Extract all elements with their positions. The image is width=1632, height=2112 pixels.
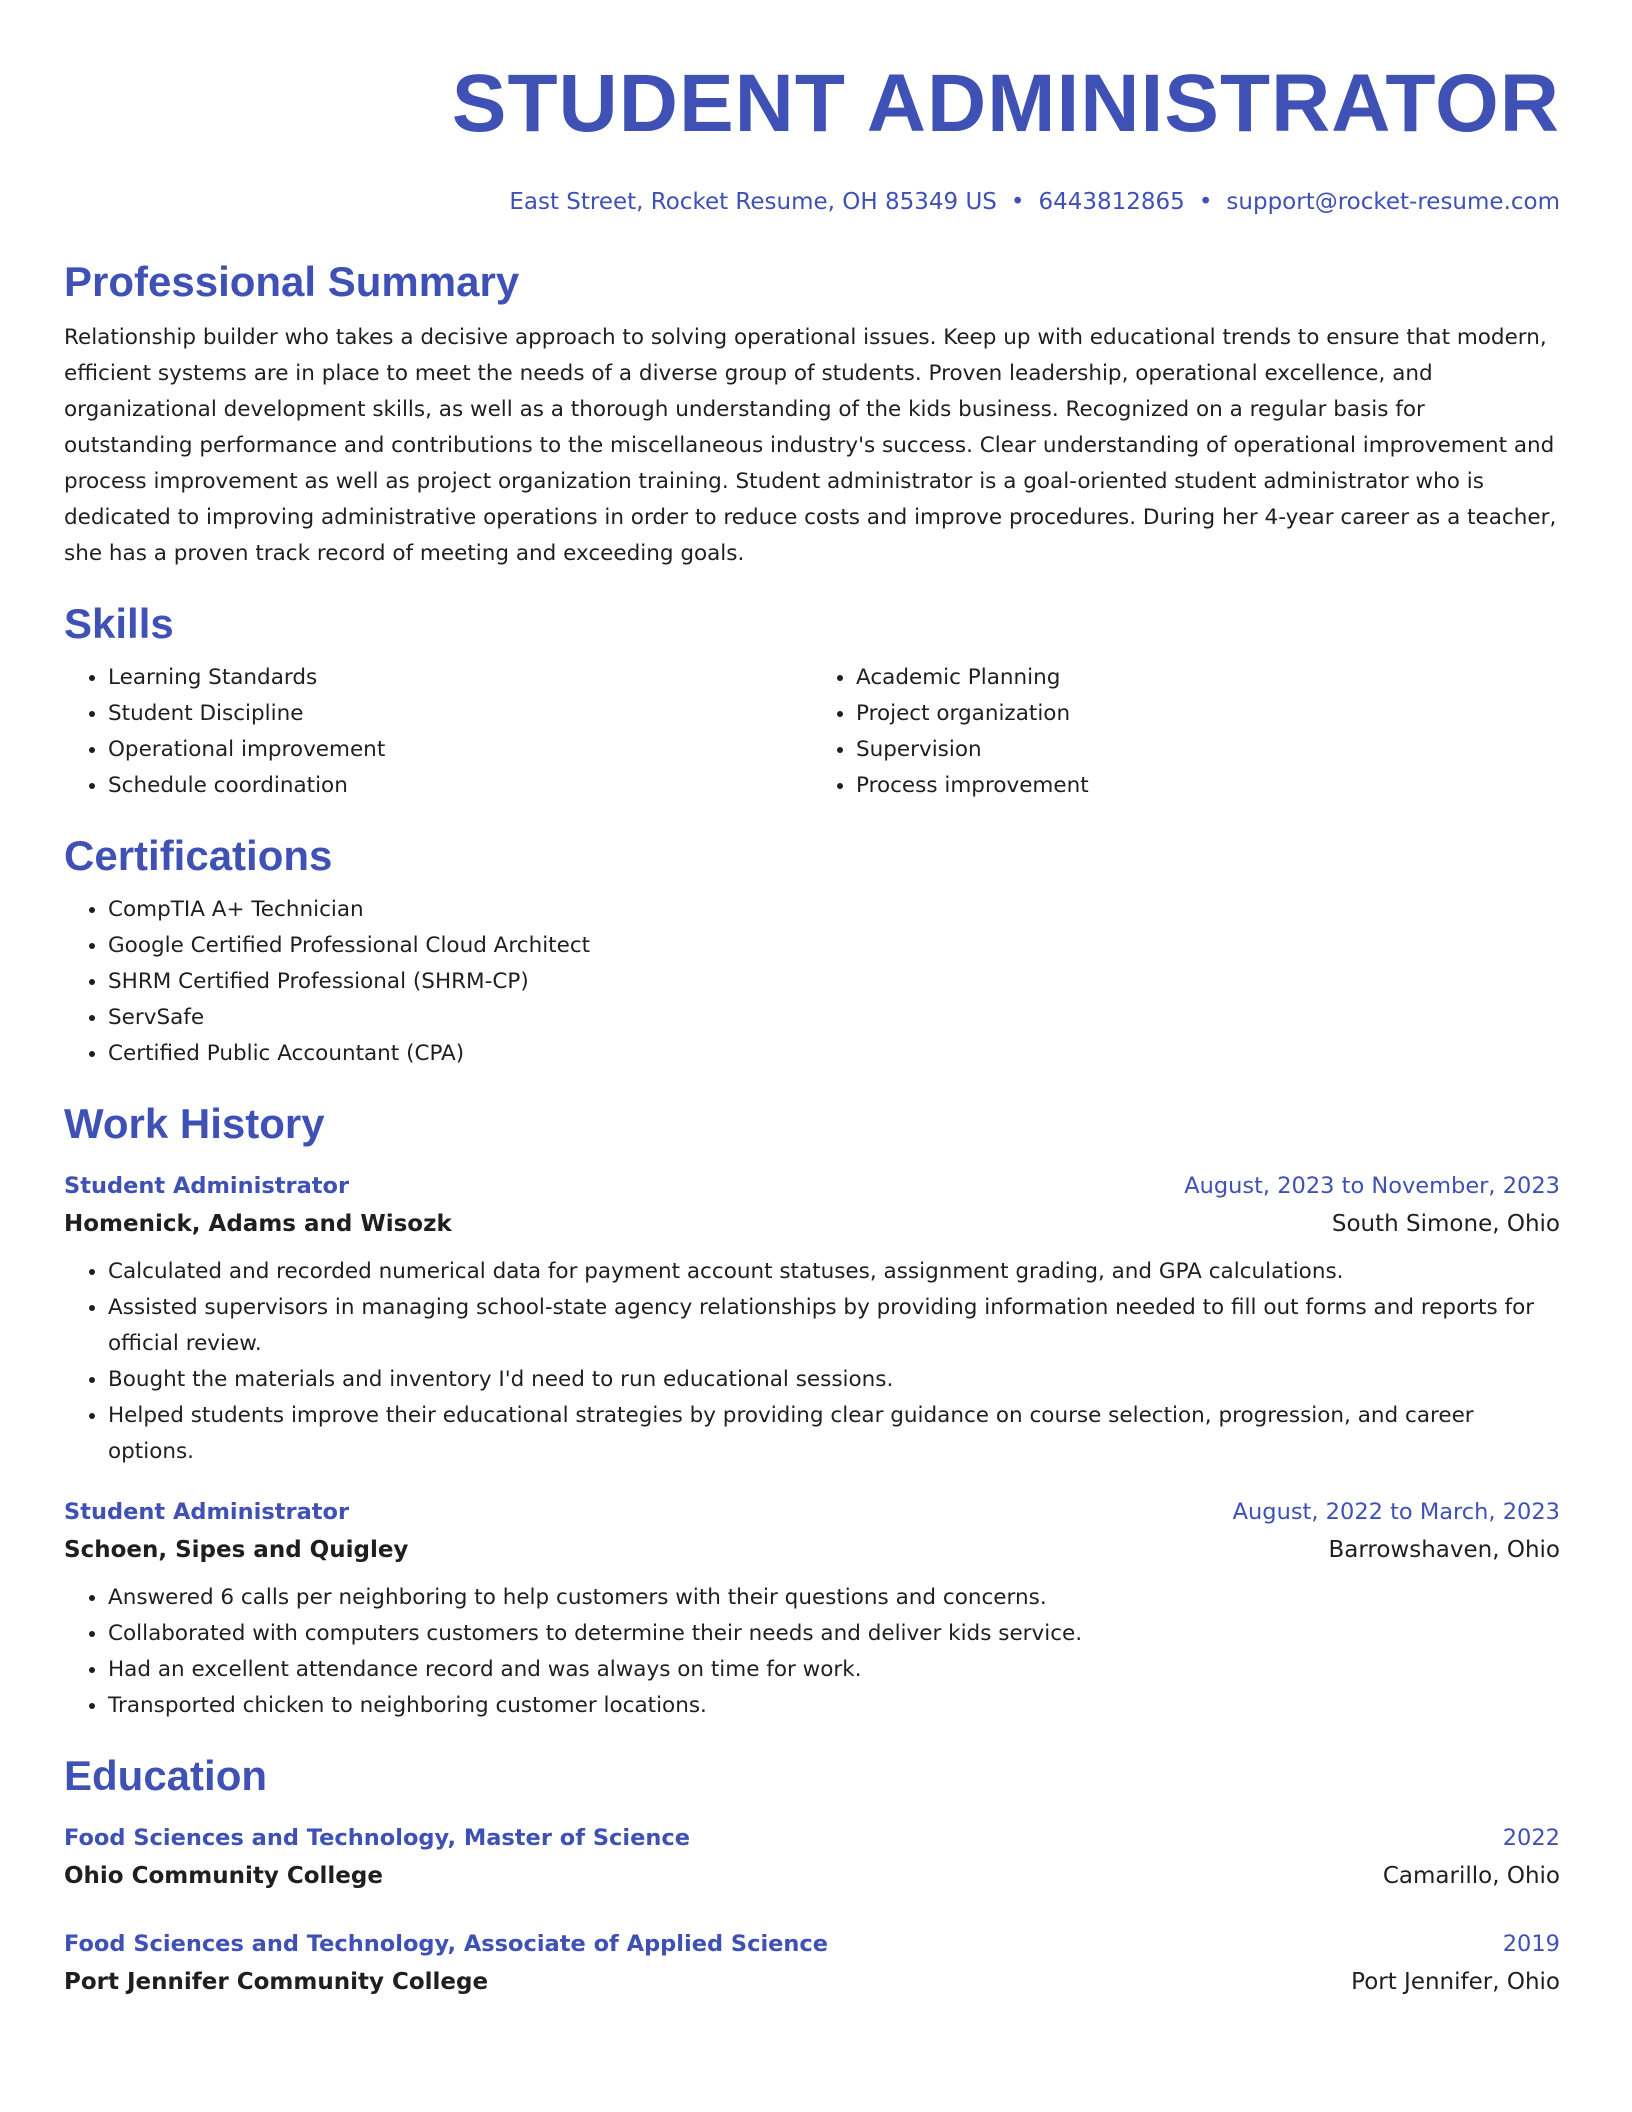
job-bullet: • Collaborated with computers customers to determine their needs and deliver kids service. — [108, 1616, 1560, 1652]
skills-column-left — [64, 660, 812, 804]
job-bullet: • Bought the materials and inventory I'd need to run educational sessions. — [108, 1362, 1560, 1398]
skill-item: • Operational improvement — [108, 732, 812, 768]
education-school-row — [64, 1856, 1560, 1896]
skills-list — [64, 660, 1560, 804]
certification-item: • CompTIA A+ Technician — [108, 892, 1560, 928]
address: East Street, Rocket Resume, OH 85349 US — [509, 189, 997, 215]
contact-line — [64, 188, 1560, 216]
job-entry — [64, 1494, 1560, 1724]
job-company: Schoen, Sipes and Quigley — [64, 1537, 409, 1563]
skills-column-right — [812, 660, 1560, 804]
education-school: Ohio Community College — [64, 1863, 383, 1889]
skill-item: • Project organization — [856, 696, 1560, 732]
education-year: 2019 — [1502, 1931, 1560, 1957]
resume-page — [64, 0, 1560, 2002]
education-degree-row — [64, 1926, 1560, 1962]
education-entry — [64, 1926, 1560, 2002]
job-bullet: • Had an excellent attendance record and was always on time for work. — [108, 1652, 1560, 1688]
skill-item: • Schedule coordination — [108, 768, 812, 804]
job-role: Student Administrator — [64, 1499, 350, 1525]
skills-heading: Skills — [64, 600, 174, 647]
education-school: Port Jennifer Community College — [64, 1969, 489, 1995]
job-location: South Simone, Ohio — [1331, 1211, 1560, 1237]
job-title-row — [64, 1168, 1560, 1204]
job-role: Student Administrator — [64, 1173, 350, 1199]
education-degree-row — [64, 1820, 1560, 1856]
job-title-row — [64, 1494, 1560, 1530]
email-link[interactable]: support@rocket-resume.com — [1226, 189, 1560, 215]
phone: 6443812865 — [1038, 189, 1185, 215]
certifications-list — [64, 892, 1560, 1072]
job-bullet: • Calculated and recorded numerical data for payment account statuses, assignment grading, and GPA calculations. — [108, 1254, 1560, 1290]
job-dates: August, 2023 to November, 2023 — [1184, 1173, 1560, 1199]
certification-item: • SHRM Certified Professional (SHRM-CP) — [108, 964, 1560, 1000]
skill-item: • Learning Standards — [108, 660, 812, 696]
education-heading: Education — [64, 1752, 268, 1799]
certification-item: • Certified Public Accountant (CPA) — [108, 1036, 1560, 1072]
separator-dot: • — [1010, 189, 1025, 215]
certifications-heading: Certifications — [64, 832, 333, 879]
job-dates: August, 2022 to March, 2023 — [1232, 1499, 1560, 1525]
education-year: 2022 — [1502, 1825, 1560, 1851]
job-bullet: • Assisted supervisors in managing school-state agency relationships by providing information needed to fill out forms and reports for official review. — [108, 1290, 1560, 1362]
summary-heading: Professional Summary — [64, 258, 520, 305]
education-degree: Food Sciences and Technology, Associate of Applied Science — [64, 1931, 829, 1957]
job-bullet: • Transported chicken to neighboring customer locations. — [108, 1688, 1560, 1724]
job-company-row — [64, 1204, 1560, 1244]
summary-text: Relationship builder who takes a decisive approach to solving operational issues. Keep up with educational trends to ensure that modern, efficient systems are in place to meet the needs of a diverse group of students. Proven leadership, operational excellence, and organizational development skills, as well as a thorough understanding of the kids business. Recognized on a regular basis for outstanding performance and contributions to the miscellaneous industry's success. Clear understanding of operational improvement and process improvement as well as project organization training. Student administrator is a goal-oriented student administrator who is dedicated to improving administrative operations in order to reduce costs and improve procedures. During her 4-year career as a teacher, she has a proven track record of meeting and exceeding goals. — [64, 325, 1557, 566]
separator-dot: • — [1198, 189, 1213, 215]
candidate-title: STUDENT ADMINISTRATOR — [451, 58, 1560, 149]
job-bullet: • Helped students improve their educational strategies by providing clear guidance on course selection, progression, and career options. — [108, 1398, 1560, 1470]
job-entry — [64, 1168, 1560, 1470]
certification-item: • Google Certified Professional Cloud Architect — [108, 928, 1560, 964]
education-degree: Food Sciences and Technology, Master of Science — [64, 1825, 690, 1851]
job-bullets — [64, 1580, 1560, 1724]
job-company: Homenick, Adams and Wisozk — [64, 1211, 452, 1237]
skill-item: • Student Discipline — [108, 696, 812, 732]
skill-item: • Process improvement — [856, 768, 1560, 804]
education-location: Camarillo, Ohio — [1382, 1863, 1560, 1889]
certification-item: • ServSafe — [108, 1000, 1560, 1036]
education-entry — [64, 1820, 1560, 1896]
job-company-row — [64, 1530, 1560, 1570]
skill-item: • Supervision — [856, 732, 1560, 768]
job-bullet: • Answered 6 calls per neighboring to help customers with their questions and concerns. — [108, 1580, 1560, 1616]
job-location: Barrowshaven, Ohio — [1328, 1537, 1560, 1563]
education-location: Port Jennifer, Ohio — [1351, 1969, 1560, 1995]
resume-header — [64, 0, 1560, 216]
skill-item: • Academic Planning — [856, 660, 1560, 696]
education-school-row — [64, 1962, 1560, 2002]
job-bullets — [64, 1254, 1560, 1470]
work-history-heading: Work History — [64, 1100, 325, 1147]
